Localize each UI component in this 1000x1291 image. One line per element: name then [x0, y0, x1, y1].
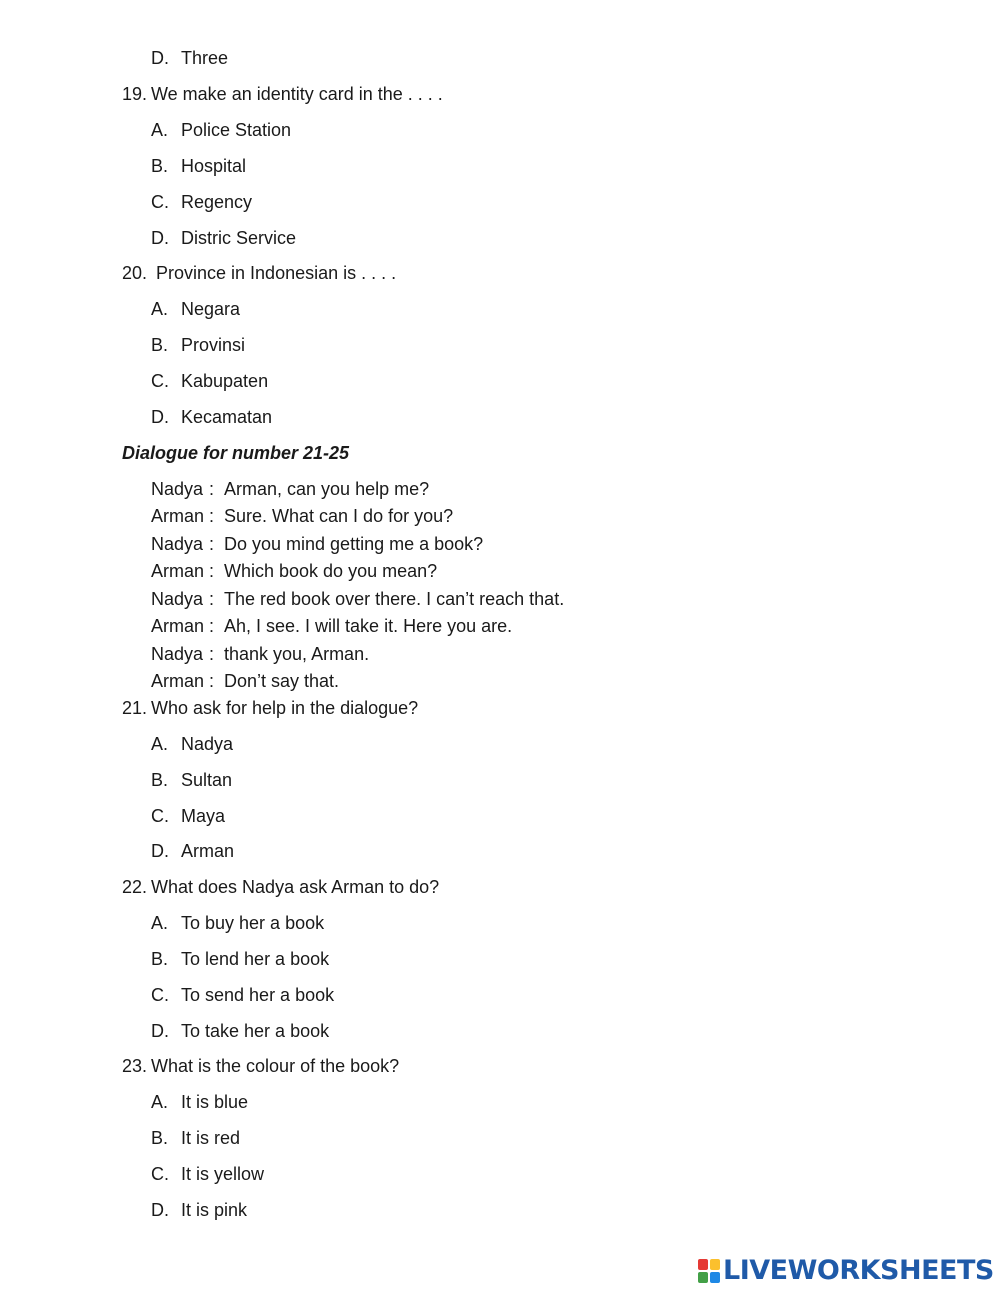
option-text: Regency: [181, 192, 253, 212]
option-letter: B.: [151, 156, 169, 176]
utterance: Don’t say that.: [224, 671, 340, 691]
option-text: Nadya: [181, 734, 234, 754]
option-letter: A.: [151, 734, 169, 754]
option-text: To send her a book: [181, 985, 335, 1005]
logo-text: LIVEWORKSHEETS: [723, 1255, 994, 1286]
option-letter: D.: [151, 1200, 169, 1220]
question-number: 21.: [122, 698, 148, 718]
option-letter: C.: [151, 192, 169, 212]
separator: :: [209, 589, 215, 609]
speaker-name: Nadya: [151, 644, 204, 664]
option-letter: C.: [151, 985, 169, 1005]
option-letter: A.: [151, 120, 169, 140]
speaker-name: Nadya: [151, 534, 204, 554]
option-text: Negara: [181, 299, 241, 319]
option-text: Arman: [181, 841, 235, 861]
option-letter: D.: [151, 48, 169, 68]
option-letter: D.: [151, 841, 169, 861]
question-text: What is the colour of the book?: [151, 1056, 400, 1076]
option-letter: A.: [151, 1092, 169, 1112]
utterance: Sure. What can I do for you?: [224, 506, 454, 526]
option-letter: B.: [151, 335, 169, 355]
option-text: To take her a book: [181, 1021, 330, 1041]
question-number: 20.: [122, 263, 148, 283]
option-letter: D.: [151, 1021, 169, 1041]
question-text: We make an identity card in the . . . .: [151, 84, 443, 104]
option-text: It is blue: [181, 1092, 249, 1112]
option-text: Three: [181, 48, 229, 68]
option-text: It is red: [181, 1128, 241, 1148]
option-letter: B.: [151, 949, 169, 969]
option-text: Kecamatan: [181, 407, 273, 427]
utterance: The red book over there. I can’t reach that.: [224, 589, 565, 609]
question-text: Province in Indonesian is . . . .: [156, 263, 397, 283]
option-text: Sultan: [181, 770, 233, 790]
option-letter: D.: [151, 228, 169, 248]
option-text: Maya: [181, 806, 226, 826]
option-letter: C.: [151, 371, 169, 391]
utterance: Do you mind getting me a book?: [224, 534, 484, 554]
separator: :: [209, 534, 215, 554]
option-letter: D.: [151, 407, 169, 427]
option-text: To buy her a book: [181, 913, 325, 933]
speaker-name: Arman: [151, 561, 205, 581]
option-letter: C.: [151, 806, 169, 826]
liveworksheets-logo-icon: [697, 1258, 721, 1284]
option-letter: C.: [151, 1164, 169, 1184]
section-title: Dialogue for number 21-25: [122, 443, 350, 463]
option-text: Police Station: [181, 120, 292, 140]
option-text: To lend her a book: [181, 949, 330, 969]
option-text: Distric Service: [181, 228, 297, 248]
speaker-name: Nadya: [151, 479, 204, 499]
utterance: thank you, Arman.: [224, 644, 370, 664]
speaker-name: Arman: [151, 506, 205, 526]
separator: :: [209, 644, 215, 664]
option-letter: A.: [151, 299, 169, 319]
option-text: It is pink: [181, 1200, 248, 1220]
option-letter: A.: [151, 913, 169, 933]
option-letter: B.: [151, 770, 169, 790]
question-number: 22.: [122, 877, 148, 897]
speaker-name: Arman: [151, 671, 205, 691]
option-text: It is yellow: [181, 1164, 265, 1184]
utterance: Arman, can you help me?: [224, 479, 430, 499]
liveworksheets-logo: [697, 1256, 994, 1286]
separator: :: [209, 506, 215, 526]
separator: :: [209, 479, 215, 499]
option-text: Provinsi: [181, 335, 246, 355]
question-text: Who ask for help in the dialogue?: [151, 698, 419, 718]
option-text: Hospital: [181, 156, 247, 176]
option-letter: B.: [151, 1128, 169, 1148]
speaker-name: Nadya: [151, 589, 204, 609]
separator: :: [209, 561, 215, 581]
separator: :: [209, 616, 215, 636]
question-number: 23.: [122, 1056, 148, 1076]
question-number: 19.: [122, 84, 148, 104]
utterance: Which book do you mean?: [224, 561, 438, 581]
utterance: Ah, I see. I will take it. Here you are.: [224, 616, 513, 636]
option-text: Kabupaten: [181, 371, 269, 391]
question-text: What does Nadya ask Arman to do?: [151, 877, 440, 897]
separator: :: [209, 671, 215, 691]
speaker-name: Arman: [151, 616, 205, 636]
